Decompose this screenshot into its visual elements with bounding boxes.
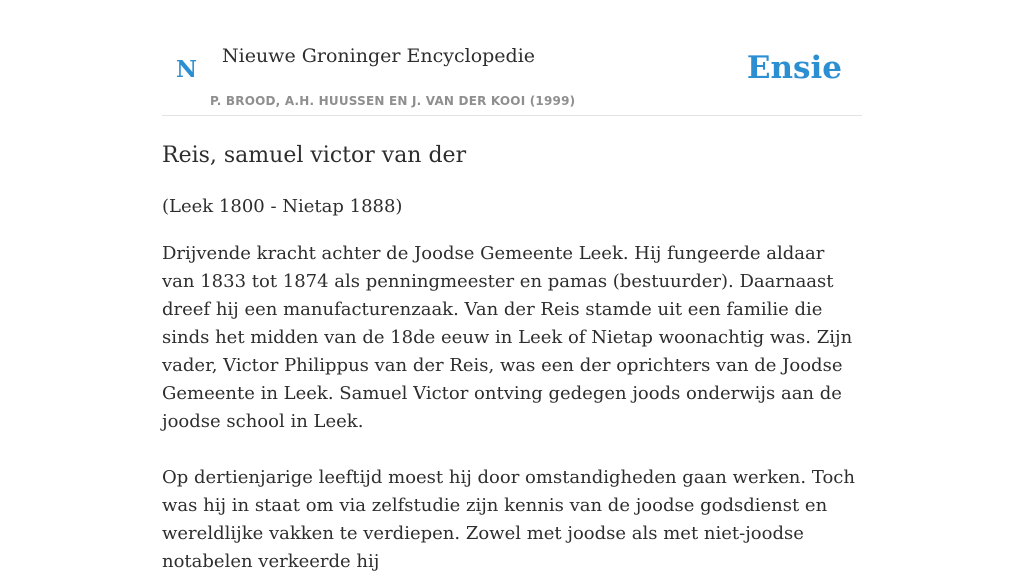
page bbox=[162, 0, 862, 576]
source-logo[interactable]: N bbox=[176, 56, 198, 83]
source-authors: P. BROOD, A.H. HUUSSEN EN J. VAN DER KOOI (1999) bbox=[210, 94, 576, 108]
header bbox=[162, 0, 862, 116]
body-paragraph: Op dertienjarige leeftijd moest hij door omstandigheden gaan werken. Toch was hij in staat om via zelfstudie zijn kennis van de joodse godsdienst en wereldlijke vakken te verdiepen. Zowel met joodse als met niet-joodse notabelen verkeerde hij bbox=[162, 467, 855, 572]
entry-title: Reis, samuel victor van der bbox=[162, 143, 467, 168]
ensie-logo[interactable]: Ensie bbox=[746, 50, 842, 86]
body-paragraph: Drijvende kracht achter de Joodse Gemeente Leek. Hij fungeerde aldaar van 1833 tot 1874 als penningmeester en pamas (bestuurder). Daarnaast dreef hij een manufacturenzaak. Van der Reis stamde uit een familie die sinds het midden van de 18de eeuw in Leek of Nietap woonachtig was. Zijn vader, Victor Philippus van der Reis, was een der oprichters van de Joodse Gemeente in Leek. Samuel Victor ontving gedegen joods onderwijs aan de joodse school in Leek. bbox=[162, 243, 853, 432]
source-title[interactable]: Nieuwe Groninger Encyclopedie bbox=[222, 45, 536, 67]
entry-body bbox=[162, 240, 862, 576]
entry-subtitle: (Leek 1800 - Nietap 1888) bbox=[162, 196, 403, 217]
